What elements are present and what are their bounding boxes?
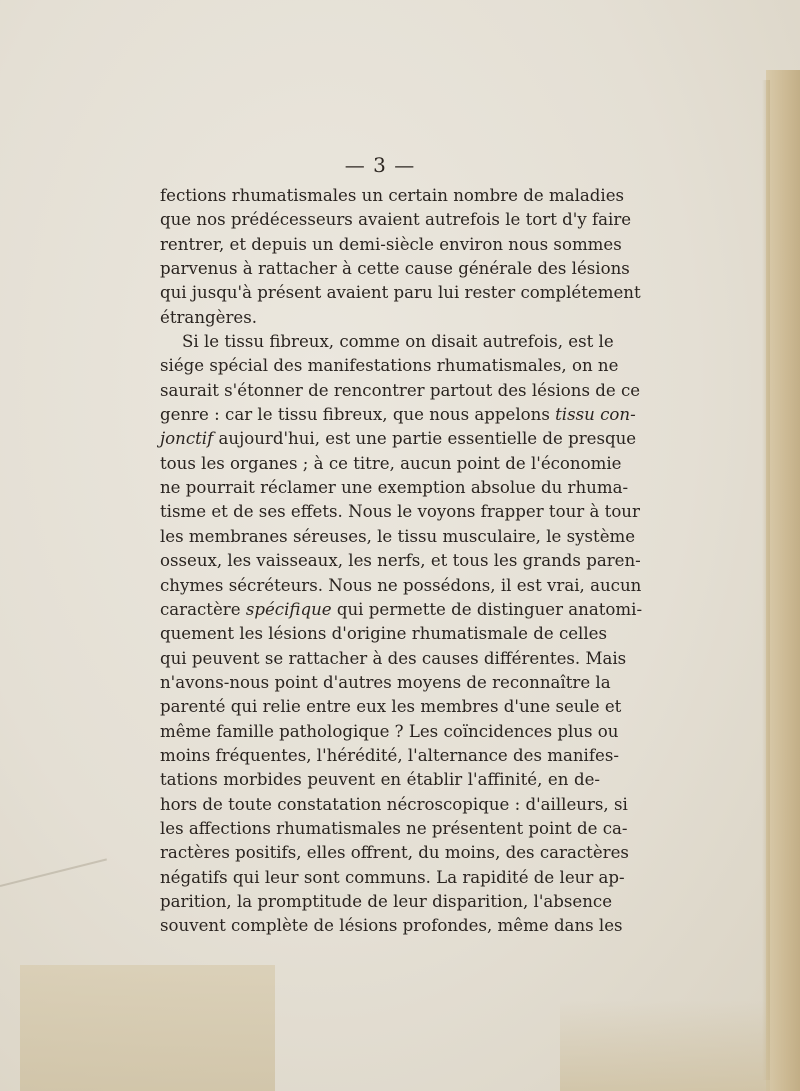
text-span: ractères positifs, elles offrent, du moins, des caractères (160, 843, 629, 863)
text-line (160, 598, 643, 622)
text-line (160, 574, 642, 598)
text-span: saurait s'étonner de rencontrer partout des lésions de ce (160, 380, 641, 400)
text-line (160, 208, 632, 232)
text-line (160, 233, 622, 257)
text-span: tous les organes ; à ce titre, aucun point de l'économie (160, 453, 622, 473)
text-span: hors de toute constatation nécroscopique : d'ailleurs, si (160, 794, 628, 814)
text-span: quement les lésions d'origine rhumatismale de celles (160, 624, 608, 644)
text-span: genre : car le tissu fibreux, que nous appelons (160, 405, 556, 425)
text-span: chymes sécréteurs. Nous ne possédons, il est vrai, aucun (160, 575, 642, 595)
text-span: parenté qui relie entre eux les membres d'une seule et (160, 697, 622, 717)
text-line (160, 354, 619, 378)
text-line (160, 914, 623, 938)
italic-text: spécifique (245, 599, 332, 619)
text-line (160, 306, 600, 330)
paper-edge-strip (766, 70, 800, 1091)
text-line (160, 476, 629, 500)
text-line (160, 500, 640, 524)
text-span: qui jusqu'à présent avaient paru lui rester complétement (160, 283, 641, 303)
page-number: — 3 — (344, 153, 416, 177)
paper-crease (0, 858, 107, 887)
text-span: négatifs qui leur sont communs. La rapidité de leur ap- (160, 867, 625, 887)
italic-text: tissu con- (555, 405, 636, 425)
text-line (160, 549, 641, 573)
text-span: étrangères. (160, 307, 257, 327)
text-span: ne pourrait réclamer une exemption absolue du rhuma- (160, 478, 629, 498)
italic-text: jonctif (160, 429, 214, 449)
text-span: qui peuvent se rattacher à des causes différentes. Mais (160, 648, 627, 668)
text-line (160, 622, 608, 646)
text-span: même famille pathologique ? Les coïncidences plus ou (160, 721, 619, 741)
text-line (160, 768, 600, 792)
text-line (160, 841, 629, 865)
text-line (160, 330, 614, 354)
paper-stain (20, 965, 275, 1091)
paper-edge-shadow (762, 80, 770, 1080)
text-span: fections rhumatismales un certain nombre de maladies (160, 186, 625, 205)
text-span: siége spécial des manifestations rhumatismales, on ne (160, 356, 619, 376)
text-span: Si le tissu fibreux, comme on disait autrefois, est le (182, 332, 614, 352)
text-span: rentrer, et depuis un demi-siècle environ nous sommes (160, 234, 622, 254)
text-line (160, 793, 628, 817)
text-line (160, 257, 630, 281)
text-line (160, 890, 613, 914)
text-span: moins fréquentes, l'hérédité, l'alternance des manifes- (160, 745, 619, 765)
text-line (160, 379, 641, 403)
text-line (160, 695, 622, 719)
text-span: n'avons-nous point d'autres moyens de reconnaître la (160, 672, 611, 692)
text-span: souvent complète de lésions profondes, même dans les (160, 916, 623, 936)
text-line (160, 866, 625, 890)
text-span: les affections rhumatismales ne présentent point de ca- (160, 818, 628, 838)
text-line (160, 817, 628, 841)
text-line (160, 452, 622, 476)
text-line (160, 281, 641, 305)
text-span: qui permette de distinguer anatomi- (331, 599, 643, 619)
paper-stain (560, 1000, 770, 1091)
text-span: aujourd'hui, est une partie essentielle de presque (213, 429, 637, 449)
text-span: tations morbides peuvent en établir l'affinité, en de- (160, 770, 600, 790)
text-line (160, 184, 625, 208)
text-span: que nos prédécesseurs avaient autrefois le tort d'y faire (160, 210, 632, 230)
text-line (160, 647, 627, 671)
text-span: tisme et de ses effets. Nous le voyons frapper tour à tour (160, 502, 640, 522)
text-span: osseux, les vaisseaux, les nerfs, et tous les grands paren- (160, 551, 641, 571)
text-line (160, 403, 636, 427)
text-span: parvenus à rattacher à cette cause générale des lésions (160, 259, 630, 279)
text-line (160, 720, 619, 744)
body-text (160, 184, 643, 939)
text-line (160, 744, 619, 768)
text-span: parition, la promptitude de leur disparition, l'absence (160, 891, 613, 911)
text-line (160, 525, 636, 549)
text-span: caractère (160, 599, 246, 619)
text-line (160, 671, 611, 695)
text-line (160, 427, 637, 451)
text-span: les membranes séreuses, le tissu musculaire, le système (160, 526, 636, 546)
